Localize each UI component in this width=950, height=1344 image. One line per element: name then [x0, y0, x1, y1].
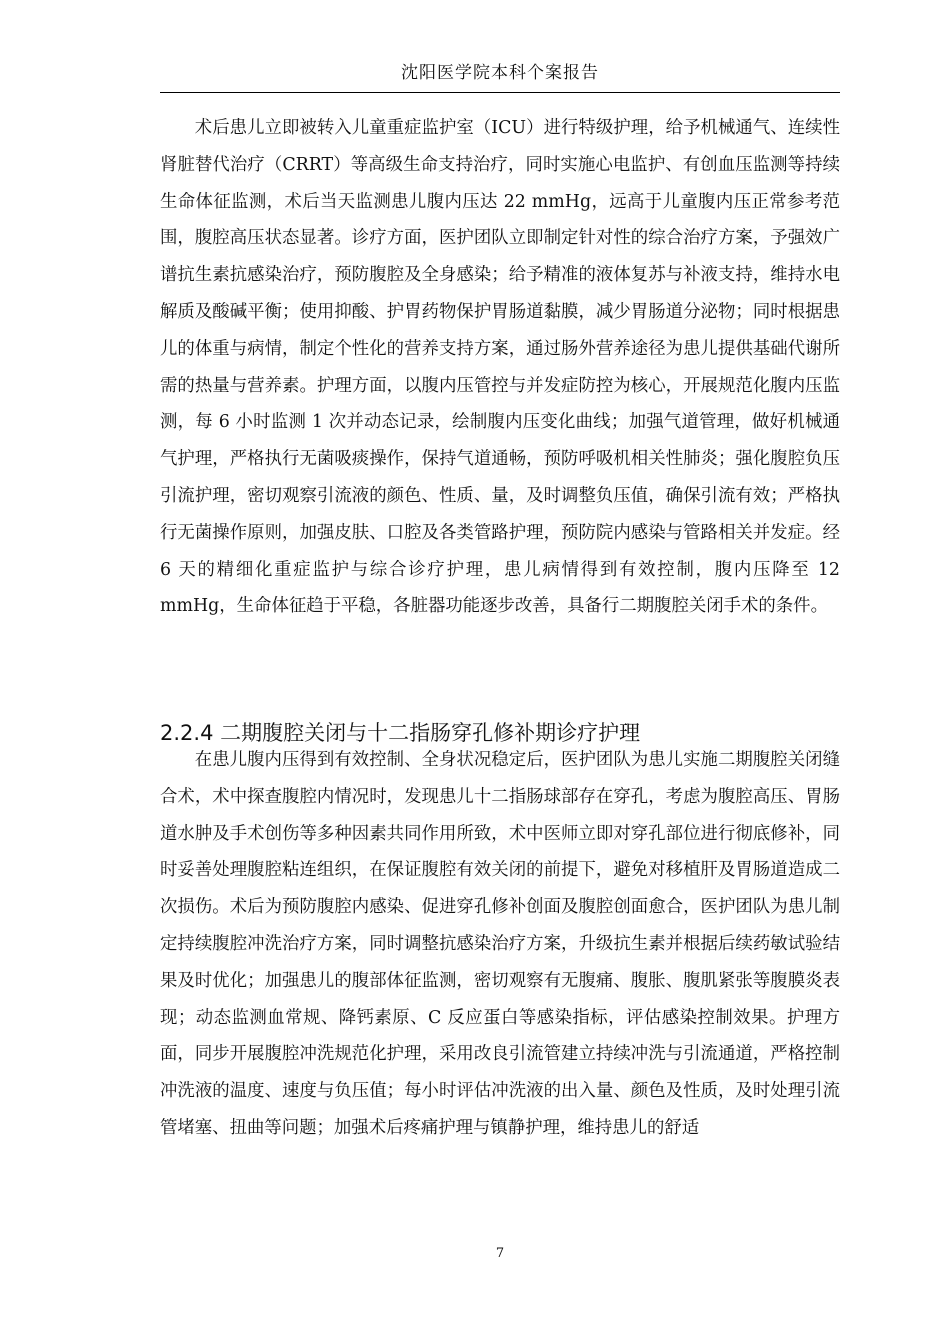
body-paragraph-1: 术后患儿立即被转入儿童重症监护室（ICU）进行特级护理，给予机械通气、连续性肾脏替代治疗（CRRT）等高级生命支持治疗，同时实施心电监护、有创血压监测等持续生命体征监测，术后当天监测患儿腹内压达 22 mmHg，远高于儿童腹内压正常参考范围，腹腔高压状态显著。诊疗方面，医护团队立即制定针对性的综合治疗方案，予强效广谱抗生素抗感染治疗，预防腹腔及全身感染；给予精准的液体复苏与补液支持，维持水电解质及酸碱平衡；使用抑酸、护胃药物保护胃肠道黏膜，减少胃肠道分泌物；同时根据患儿的体重与病情，制定个性化的营养支持方案，通过肠外营养途径为患儿提供基础代谢所需的热量与营养素。护理方面，以腹内压管控与并发症防控为核心，开展规范化腹内压监测，每 6 小时监测 1 次并动态记录，绘制腹内压变化曲线；加强气道管理，做好机械通气护理，严格执行无菌吸痰操作，保持气道通畅，预防呼吸机相关性肺炎；强化腹腔负压引流护理，密切观察引流液的颜色、性质、量，及时调整负压值，确保引流有效；严格执行无菌操作原则，加强皮肤、口腔及各类管路护理，预防院内感染与管路相关并发症。经 6 天的精细化重症监护与综合诊疗护理，患儿病情得到有效控制，腹内压降至 12 mmHg，生命体征趋于平稳，各脏器功能逐步改善，具备行二期腹腔关闭手术的条件。	[160, 118, 840, 617]
running-header-title: 沈阳医学院本科个案报告	[401, 63, 599, 83]
page-number: 7	[495, 1246, 505, 1261]
body-paragraph-2: 在患儿腹内压得到有效控制、全身状况稳定后，医护团队为患儿实施二期腹腔关闭缝合术，术中探查腹腔内情况时，发现患儿十二指肠球部存在穿孔，考虑为腹腔高压、胃肠道水肿及手术创伤等多种因素共同作用所致，术中医师立即对穿孔部位进行彻底修补，同时妥善处理腹腔粘连组织，在保证腹腔有效关闭的前提下，避免对移植肝及胃肠道造成二次损伤。术后为预防腹腔内感染、促进穿孔修补创面及腹腔创面愈合，医护团队为患儿制定持续腹腔冲洗治疗方案，同时调整抗感染治疗方案，升级抗生素并根据后续药敏试验结果及时优化；加强患儿的腹部体征监测，密切观察有无腹痛、腹胀、腹肌紧张等腹膜炎表现；动态监测血常规、降钙素原、C 反应蛋白等感染指标，评估感染控制效果。护理方面，同步开展腹腔冲洗规范化护理，采用改良引流管建立持续冲洗与引流通道，严格控制冲洗液的温度、速度与负压值；每小时评估冲洗液的出入量、颜色及性质，及时处理引流管堵塞、扭曲等问题；加强术后疼痛护理与镇静护理，维持患儿的舒适	[160, 750, 840, 1138]
header-divider	[160, 92, 840, 93]
section-heading: 2.2.4 二期腹腔关闭与十二指肠穿孔修补期诊疗护理	[160, 721, 641, 745]
